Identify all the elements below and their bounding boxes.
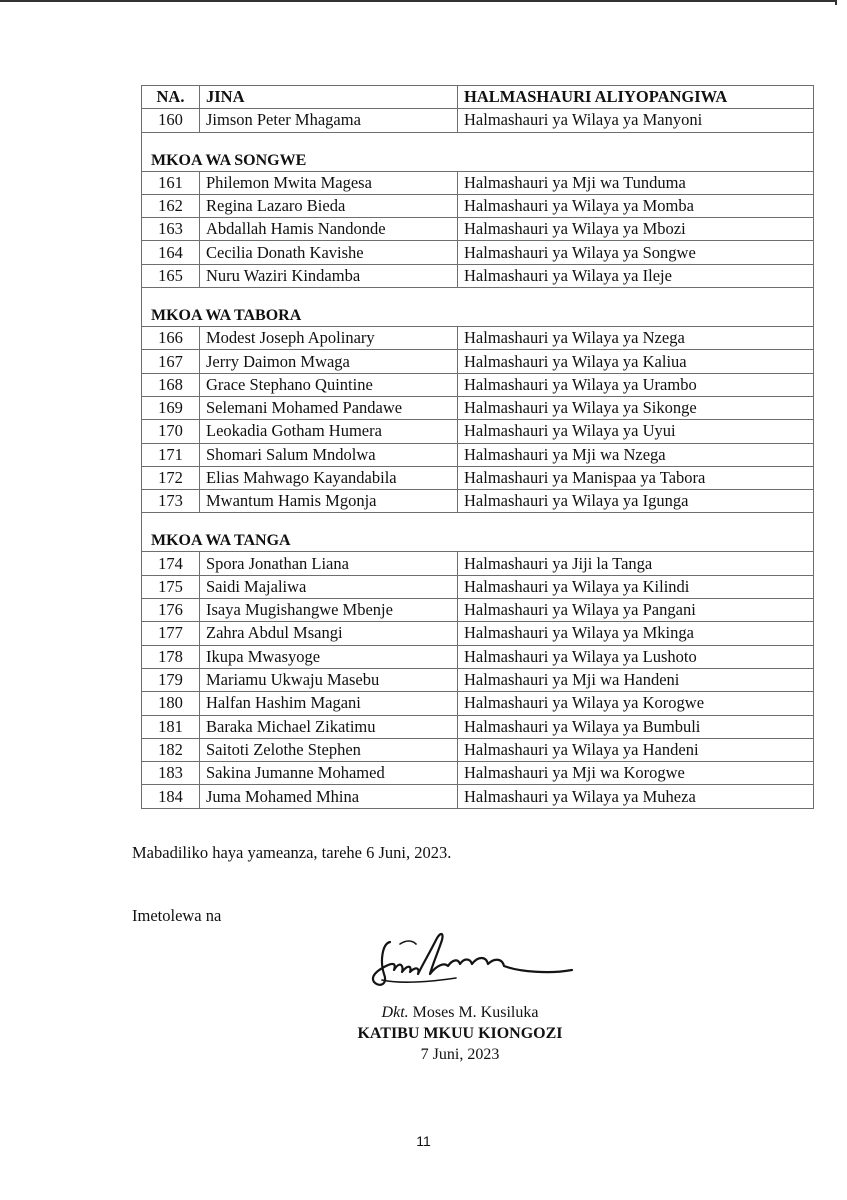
row-name: Leokadia Gotham Humera	[200, 420, 458, 443]
appointments-table	[141, 85, 814, 809]
row-number: 160	[142, 109, 200, 132]
table-row	[142, 466, 814, 489]
row-name: Philemon Mwita Magesa	[200, 171, 458, 194]
row-council: Halmashauri ya Wilaya ya Mkinga	[458, 622, 814, 645]
row-council: Halmashauri ya Wilaya ya Songwe	[458, 241, 814, 264]
table-row	[142, 327, 814, 350]
table-row	[142, 420, 814, 443]
region-row	[142, 132, 814, 171]
region-row	[142, 513, 814, 552]
row-name: Abdallah Hamis Nandonde	[200, 218, 458, 241]
row-number: 176	[142, 599, 200, 622]
signatory-date: 7 Juni, 2023	[420, 1046, 500, 1063]
table-row	[142, 622, 814, 645]
table-row	[142, 552, 814, 575]
table-row	[142, 668, 814, 691]
table-row	[142, 762, 814, 785]
signatory-title: KATIBU MKUU KIONGOZI	[357, 1025, 563, 1042]
row-number: 168	[142, 373, 200, 396]
row-name: Juma Mohamed Mhina	[200, 785, 458, 808]
row-number: 167	[142, 350, 200, 373]
row-number: 173	[142, 490, 200, 513]
table-body	[142, 109, 814, 808]
row-council: Halmashauri ya Wilaya ya Igunga	[458, 490, 814, 513]
row-number: 175	[142, 575, 200, 598]
row-number: 183	[142, 762, 200, 785]
row-number: 169	[142, 396, 200, 419]
row-name: Jimson Peter Mhagama	[200, 109, 458, 132]
row-number: 178	[142, 645, 200, 668]
row-council: Halmashauri ya Mji wa Tunduma	[458, 171, 814, 194]
row-council: Halmashauri ya Wilaya ya Manyoni	[458, 109, 814, 132]
table-row	[142, 109, 814, 132]
region-heading-cell	[142, 288, 814, 327]
row-number: 171	[142, 443, 200, 466]
page-frame-edge	[0, 0, 837, 5]
region-heading: MKOA WA TANGA	[151, 532, 291, 550]
row-number: 177	[142, 622, 200, 645]
table-row	[142, 692, 814, 715]
row-council: Halmashauri ya Wilaya ya Lushoto	[458, 645, 814, 668]
row-council: Halmashauri ya Wilaya ya Kilindi	[458, 575, 814, 598]
region-row	[142, 288, 814, 327]
row-number: 181	[142, 715, 200, 738]
row-name: Baraka Michael Zikatimu	[200, 715, 458, 738]
row-number: 180	[142, 692, 200, 715]
header-name: JINA	[200, 86, 458, 109]
table-row	[142, 194, 814, 217]
signatory-block	[300, 1002, 620, 1065]
table-row	[142, 373, 814, 396]
row-name: Mwantum Hamis Mgonja	[200, 490, 458, 513]
row-council: Halmashauri ya Wilaya ya Uyui	[458, 420, 814, 443]
issued-by-label: Imetolewa na	[132, 906, 222, 925]
row-council: Halmashauri ya Wilaya ya Nzega	[458, 327, 814, 350]
row-council: Halmashauri ya Wilaya ya Mbozi	[458, 218, 814, 241]
row-number: 170	[142, 420, 200, 443]
row-name: Sakina Jumanne Mohamed	[200, 762, 458, 785]
signatory-prefix: Dkt.	[381, 1004, 409, 1021]
row-number: 184	[142, 785, 200, 808]
table-row	[142, 599, 814, 622]
row-name: Halfan Hashim Magani	[200, 692, 458, 715]
table-row	[142, 645, 814, 668]
table-row	[142, 785, 814, 808]
table-row	[142, 575, 814, 598]
row-council: Halmashauri ya Wilaya ya Bumbuli	[458, 715, 814, 738]
row-name: Ikupa Mwasyoge	[200, 645, 458, 668]
row-name: Cecilia Donath Kavishe	[200, 241, 458, 264]
row-council: Halmashauri ya Jiji la Tanga	[458, 552, 814, 575]
row-council: Halmashauri ya Wilaya ya Ileje	[458, 264, 814, 287]
row-name: Grace Stephano Quintine	[200, 373, 458, 396]
row-name: Nuru Waziri Kindamba	[200, 264, 458, 287]
table-row	[142, 715, 814, 738]
effective-date-note: Mabadiliko haya yameanza, tarehe 6 Juni, 2023.	[132, 843, 452, 862]
row-number: 174	[142, 552, 200, 575]
row-name: Saidi Majaliwa	[200, 575, 458, 598]
row-council: Halmashauri ya Wilaya ya Urambo	[458, 373, 814, 396]
row-name: Jerry Daimon Mwaga	[200, 350, 458, 373]
region-heading: MKOA WA SONGWE	[151, 151, 307, 169]
signature-image	[360, 922, 580, 992]
row-name: Saitoti Zelothe Stephen	[200, 738, 458, 761]
row-number: 165	[142, 264, 200, 287]
row-council: Halmashauri ya Manispaa ya Tabora	[458, 466, 814, 489]
row-number: 161	[142, 171, 200, 194]
row-name: Mariamu Ukwaju Masebu	[200, 668, 458, 691]
row-council: Halmashauri ya Wilaya ya Momba	[458, 194, 814, 217]
row-council: Halmashauri ya Wilaya ya Pangani	[458, 599, 814, 622]
row-number: 163	[142, 218, 200, 241]
table-row	[142, 171, 814, 194]
table-row	[142, 264, 814, 287]
row-council: Halmashauri ya Mji wa Korogwe	[458, 762, 814, 785]
signatory-name: Moses M. Kusiluka	[412, 1004, 539, 1021]
table-row	[142, 443, 814, 466]
row-name: Isaya Mugishangwe Mbenje	[200, 599, 458, 622]
row-number: 172	[142, 466, 200, 489]
region-heading-cell	[142, 513, 814, 552]
row-council: Halmashauri ya Wilaya ya Kaliua	[458, 350, 814, 373]
row-council: Halmashauri ya Wilaya ya Korogwe	[458, 692, 814, 715]
page-number: 11	[416, 1133, 431, 1149]
row-number: 162	[142, 194, 200, 217]
row-number: 166	[142, 327, 200, 350]
row-council: Halmashauri ya Wilaya ya Handeni	[458, 738, 814, 761]
row-name: Modest Joseph Apolinary	[200, 327, 458, 350]
header-number: NA.	[142, 86, 200, 109]
row-name: Selemani Mohamed Pandawe	[200, 396, 458, 419]
region-heading-cell	[142, 132, 814, 171]
row-number: 164	[142, 241, 200, 264]
row-council: Halmashauri ya Mji wa Nzega	[458, 443, 814, 466]
row-council: Halmashauri ya Wilaya ya Muheza	[458, 785, 814, 808]
row-name: Shomari Salum Mndolwa	[200, 443, 458, 466]
row-number: 182	[142, 738, 200, 761]
signatory-name-line	[300, 1002, 620, 1023]
row-name: Spora Jonathan Liana	[200, 552, 458, 575]
table-row	[142, 490, 814, 513]
table-row	[142, 241, 814, 264]
table-row	[142, 738, 814, 761]
row-number: 179	[142, 668, 200, 691]
table-row	[142, 396, 814, 419]
row-name: Elias Mahwago Kayandabila	[200, 466, 458, 489]
table-header-row	[142, 86, 814, 109]
row-council: Halmashauri ya Mji wa Handeni	[458, 668, 814, 691]
row-name: Zahra Abdul Msangi	[200, 622, 458, 645]
region-heading: MKOA WA TABORA	[151, 307, 302, 325]
header-council: HALMASHAURI ALIYOPANGIWA	[458, 86, 814, 109]
row-name: Regina Lazaro Bieda	[200, 194, 458, 217]
table-row	[142, 350, 814, 373]
table-row	[142, 218, 814, 241]
row-council: Halmashauri ya Wilaya ya Sikonge	[458, 396, 814, 419]
